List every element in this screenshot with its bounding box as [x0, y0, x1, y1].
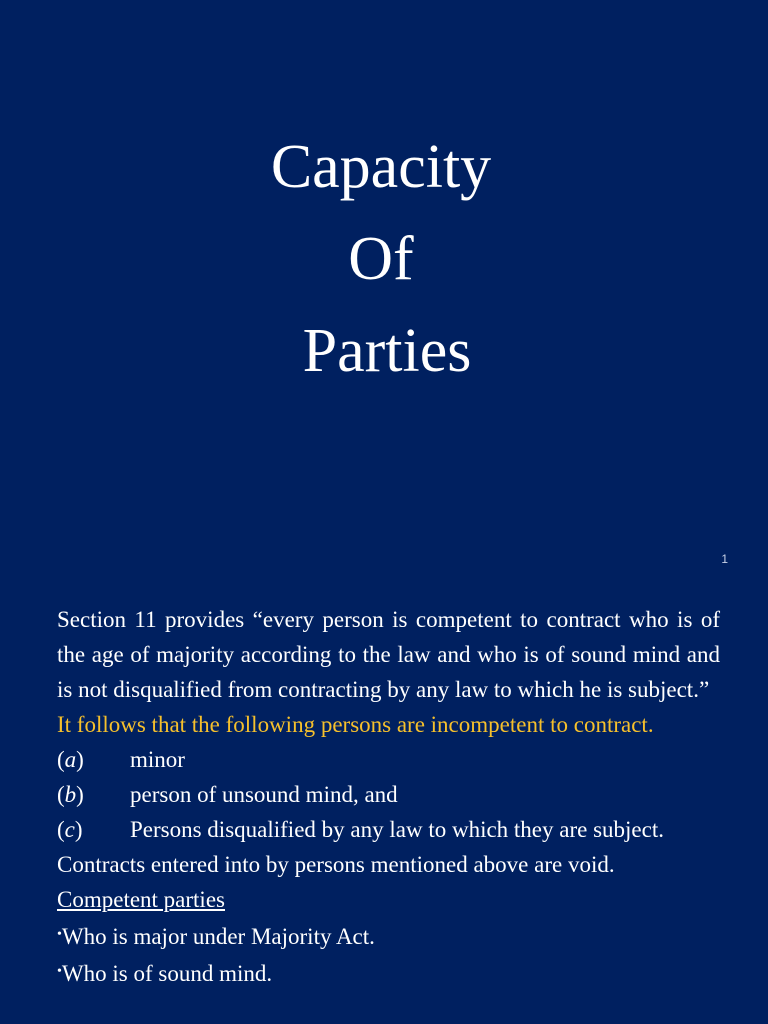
list-marker: (b)	[57, 782, 84, 807]
slide-title-line-3: Parties	[302, 317, 472, 385]
page-number: 1	[721, 552, 728, 566]
list-item-a	[57, 742, 720, 777]
section-11-paragraph: Section 11 provides “every person is competent to contract who is of the age of majority according to the law and who is of sound mind and is not disqualified from contracting by any law to which he is subject.”	[57, 607, 720, 702]
list-item-text: person of unsound mind, and	[130, 782, 398, 807]
competent-bullet-2: •Who is of sound mind.	[57, 961, 273, 986]
list-item-b	[57, 777, 720, 812]
incompetent-intro: It follows that the following persons are incompetent to contract.	[57, 712, 654, 737]
list-marker: (c)	[57, 817, 83, 842]
competent-bullet-1: •Who is major under Majority Act.	[57, 924, 375, 949]
slide-body	[57, 602, 720, 991]
slide-title-line-1: Capacity	[270, 133, 492, 201]
list-item-text: minor	[130, 747, 185, 772]
content-slide	[0, 578, 768, 1024]
void-statement: Contracts entered into by persons mentioned above are void.	[57, 852, 615, 877]
bullet-icon: •	[57, 927, 62, 942]
slide-title-line-2: Of	[348, 225, 414, 293]
list-item-c	[57, 812, 720, 847]
competent-parties-heading: Competent parties	[57, 887, 225, 912]
bullet-icon: •	[57, 964, 62, 979]
list-marker: (a)	[57, 747, 84, 772]
list-item-text: Persons disqualified by any law to which they are subject.	[130, 817, 664, 842]
